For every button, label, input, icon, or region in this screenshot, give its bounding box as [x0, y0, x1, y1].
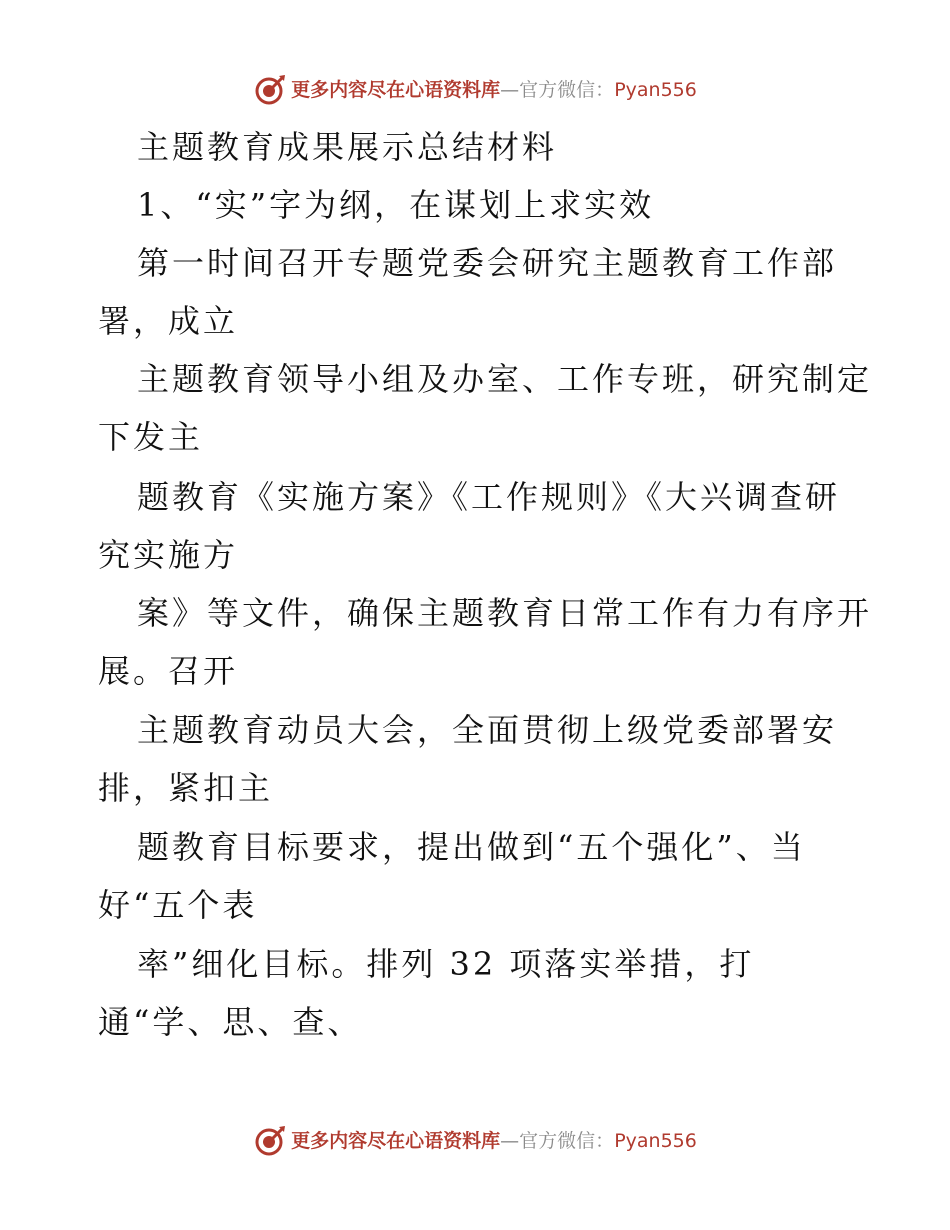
banner-title: 更多内容尽在心语资料库: [291, 78, 501, 101]
text-line: 展。召开: [98, 652, 239, 690]
banner-separator: —官方微信：: [500, 78, 615, 101]
pen-logo-icon: [253, 1124, 287, 1158]
banner-wechat-id: Pyan556: [614, 78, 697, 101]
text-line: 下发主: [98, 418, 204, 456]
header-watermark: [0, 70, 950, 110]
text-line: 主题教育动员大会，全面贯彻上级党委部署安: [137, 711, 838, 749]
text-line: 第一时间召开专题党委会研究主题教育工作部: [137, 244, 838, 282]
text-line: 案》等文件，确保主题教育日常工作有力有序开: [137, 594, 873, 632]
banner-title: 更多内容尽在心语资料库: [291, 1129, 501, 1152]
footer-watermark: [0, 1121, 950, 1161]
text-line: 主题教育领导小组及办室、工作专班，研究制定: [137, 360, 873, 398]
text-line: 通“学、思、查、: [98, 1003, 363, 1041]
text-line: 好“五个表: [98, 886, 258, 924]
text-line: 排，紧扣主: [98, 769, 274, 807]
banner-wechat-id: Pyan556: [614, 1129, 697, 1152]
document-title: 主题教育成果展示总结材料: [137, 128, 558, 166]
text-line: 究实施方: [98, 536, 239, 574]
banner-separator: —官方微信：: [500, 1129, 615, 1152]
pen-logo-icon: [253, 73, 287, 107]
section-heading: 1、“实”字为纲，在谋划上求实效: [137, 186, 655, 224]
text-line: 署，成立: [98, 302, 239, 340]
text-line: 率”细化目标。排列 32 项落实举措，打: [137, 945, 755, 983]
text-line: 题教育目标要求，提出做到“五个强化”、当: [137, 828, 806, 866]
text-line: 题教育《实施方案》《工作规则》《大兴调查研: [137, 478, 841, 516]
